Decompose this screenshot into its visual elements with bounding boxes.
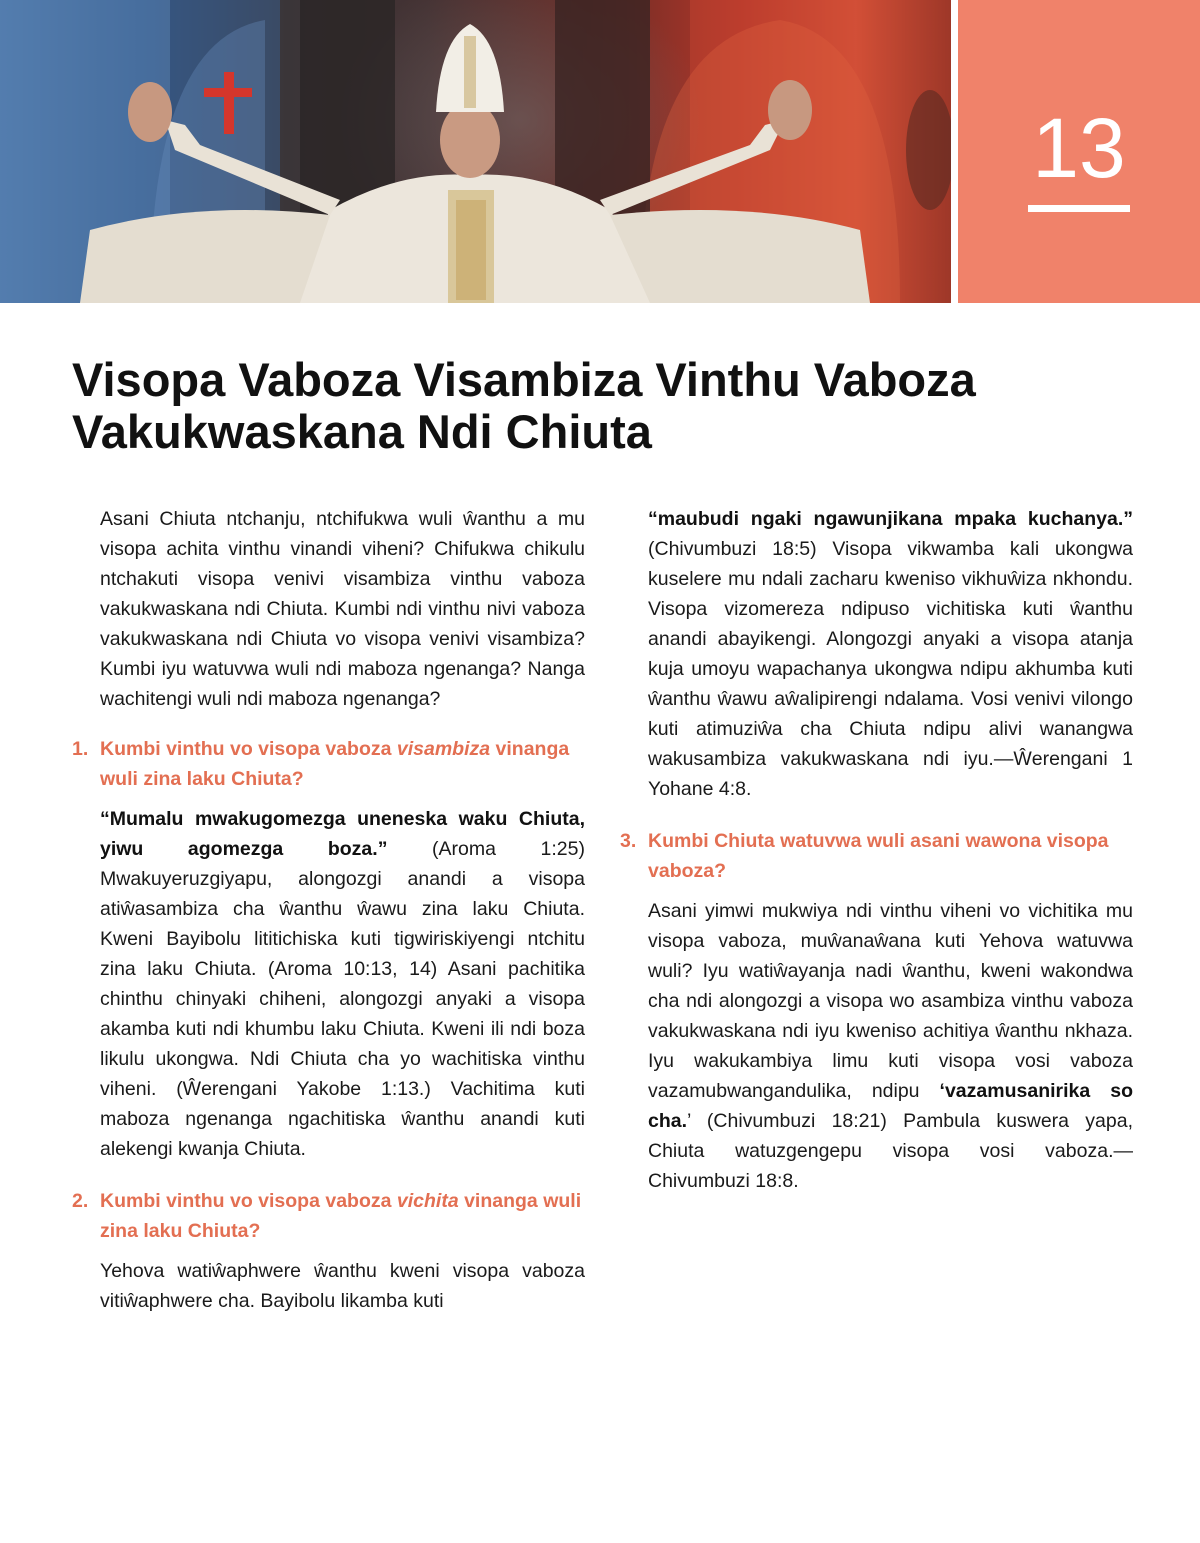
question-number: 3. [620, 830, 637, 852]
question-text: vinanga wuli zina laku Chiuta? [100, 1190, 582, 1242]
question-text: Kumbi vinthu vo visopa vaboza [100, 738, 397, 760]
scripture-quote: “Mumalu mwakugomezga uneneska waku Chiuta, yiwu agomezga boza.” [100, 808, 585, 860]
question-2 [72, 1186, 585, 1246]
answer-text: Asani yimwi mukwiya ndi vinthu viheni vo vichitika mu visopa vaboza, muŵanaŵana kuti Yehova watuvwa wuli? Iyu watiŵayanja nadi ŵanthu, kweni wakondwa cha ndi alongozgi a visopa wo asambiza vinthu vaboza vakukwaskana ndi iyu kweniso achitiya ŵanthu nkhaza. Iyu wakukambiya limu kuti visopa vosi vaboza vazamubwangandulika, ndipu [648, 900, 1133, 1102]
answer-text: (Chivumbuzi 18:21) Pambula kuswera yapa, Chiuta watuzgengepu visopa vosi vaboza.—Chivumbuzi 18:8. [648, 1110, 1133, 1192]
answer-2-paragraph-start: Yehova watiŵaphwere ŵanthu kweni visopa vaboza vitiŵaphwere cha. Bayibolu likamba kuti [100, 1260, 585, 1312]
answer-text: (Chivumbuzi 18:5) Visopa vikwamba kali ukongwa kuselere mu ndali zacharu kweniso vikhuŵiza nkhondu. Visopa vizomereza ndipuso vichitiska kuti ŵanthu anandi abayikengi. Alongozgi anyaki a visopa atanja kuja umoyu wapachanya ukongwa ndipu akhumba kuti ŵanthu ŵawu aŵalipirengi ndalama. Vosi venivi vilongo kuti atimuziŵa cha Chiuta ndipu alivi wanangwa wakusambiza vakukwaskana ndi iyu.—Ŵerengani 1 Yohane 4:8. [648, 538, 1133, 800]
page-title: Visopa Vaboza Visambiza Vinthu Vaboza Vakukwaskana Ndi Chiuta [72, 353, 976, 458]
question-emphasis: vichita [396, 1190, 459, 1212]
scripture-quote: “maubudi ngaki ngawunjikana mpaka kuchanya.” [648, 508, 1133, 530]
question-text: Kumbi Chiuta watuvwa wuli asani wawona visopa vaboza? [648, 830, 1109, 882]
header-image [0, 0, 951, 303]
answer-3-paragraph [648, 896, 1133, 1196]
quote-close: ’ [687, 1110, 691, 1132]
right-column [620, 504, 1133, 1196]
question-1 [72, 734, 585, 794]
question-3 [620, 826, 1133, 886]
chapter-badge [958, 0, 1200, 303]
question-text: vinanga wuli zina laku Chiuta? [100, 738, 570, 790]
question-number: 2. [72, 1190, 89, 1212]
answer-2-paragraph-continued [648, 504, 1133, 804]
question-emphasis: visambiza [396, 738, 491, 760]
bishop-praying-image [0, 0, 951, 303]
intro-paragraph: Asani Chiuta ntchanju, ntchifukwa wuli ŵanthu a mu visopa achita vinthu vinandi viheni? Chifukwa chikulu ntchakuti visopa venivi visambiza vinthu vaboza vakukwaskana ndi Chiuta. Kumbi ndi vinthu nivi vaboza vakukwaskana ndi Chiuta vo visopa venivi visambiza? Kumbi iyu watuvwa wuli ndi maboza ngenanga? Nanga wachitengi wuli ndi maboza ngenanga? [100, 508, 585, 710]
answer-1-paragraph [100, 804, 585, 1164]
answer-text: (Aroma 1:25) Mwakuyeruzgiyapu, alongozgi anandi a visopa atiŵasambiza cha ŵanthu ŵawu zina laku Chiuta. Kweni Bayibolu lititichiska kuti tigwiriskiyengi ntchitu zina laku Chiuta. (Aroma 10:13, 14) Asani pachitika chinthu chinyaki chiheni, alongozgi anyaki a visopa akamba kuti ndi khumbu laku Chiuta. Kweni ili ndi boza likulu ukongwa. Ndi Chiuta cha yo wachitiska vinthu viheni. (Ŵerengani Yakobe 1:13.) Vachitima kuti maboza ngenanga ngachitiska ŵanthu anandi kuti alekengi kwanja Chiuta. [100, 838, 585, 1160]
question-text: Kumbi vinthu vo visopa vaboza [100, 1190, 397, 1212]
chapter-number: 13 [1032, 101, 1126, 195]
scripture-quote: ‘vazamusanirika so cha. [648, 1080, 1133, 1132]
left-column [72, 504, 585, 1316]
question-number: 1. [72, 738, 89, 760]
chapter-underline [1028, 205, 1130, 212]
